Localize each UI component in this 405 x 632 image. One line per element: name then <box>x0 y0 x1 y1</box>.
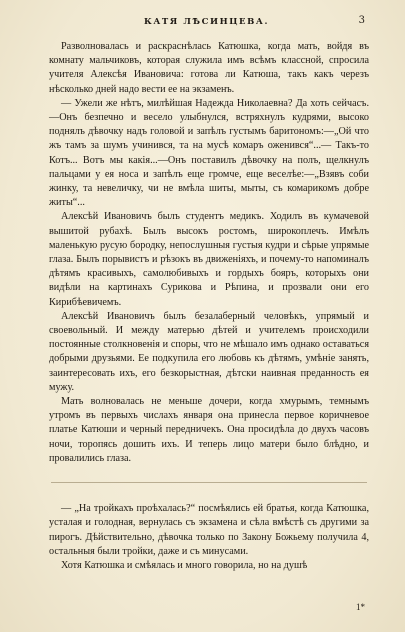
page-number: 3 <box>358 15 365 26</box>
paragraph: — „На тройкахъ проѣхалась?“ посмѣялись ей братья, когда Катюшка, усталая и голодная, вернулась съ экзамена и сѣла вмѣстѣ съ другими за пирогъ. Дѣйствительно, дѣвочка только по Закону Божьему получила 4, остальныя были тройки, даже и съ минусами. <box>49 503 369 557</box>
paragraph: — Ужели же нѣтъ, милѣйшая Надежда Николаевна? Да хоть сейчасъ.—Онъ безпечно и весело улыбнулся, встряхнулъ кудрями, высоко поднялъ дѣвочку надъ головой и запѣлъ густымъ баритономъ:—„Ой что жъ тамъ за шумъ учинився, та на мусѣ комаръ оженився“...— Такъ-то Котъ... Вотъ мы какія...—Онъ поставилъ дѣвочку на полъ, щелкнулъ пальцами у ея носа и запѣлъ еще громче, еще веселѣе:—„Взявъ соби жинку, та невеличку, чи не вмѣла шиты, мыты, съ комарикомъ добре житы“... <box>49 97 369 209</box>
printer-signature-mark: 1* <box>356 602 365 612</box>
running-head: КАТЯ ЛѢСИНЦЕВА. <box>143 17 270 27</box>
section-divider <box>49 466 369 502</box>
paragraph: Алексѣй Ивановичъ былъ студентъ медикъ. Ходилъ въ кумачевой вышитой рубахѣ. Былъ высокъ ростомъ, широкоплечъ. Имѣлъ маленькую русую бородку, непослушныя густыя кудри и сѣрые упрямые глаза. Былъ порывистъ и рѣзокъ въ движеніяхъ, и почему-то напоминалъ дѣтямъ красивыхъ, самолюбивыхъ и гордыхъ бояръ, которыхъ они видѣли на картинахъ Сурикова и Рѣпина, и прозвали они его Кирибѣевичемъ. <box>49 211 369 308</box>
page-header <box>48 14 365 30</box>
paragraph: Хотя Катюшка и смѣялась и много говорила, но на душѣ <box>61 559 308 571</box>
page-body <box>49 40 369 573</box>
paragraph: Разволновалась и раскраснѣлась Катюшка, когда мать, войдя въ комнату мальчиковъ, которая служила имъ всѣмъ классной, спросила учителя Алексѣя Ивановича: готова ли Катюша, такъ какъ черезъ нѣсколько дней надо вести ее на экзаменъ. <box>49 41 369 95</box>
paragraph: Алексѣй Ивановичъ былъ безалаберный человѣкъ, упрямый и своевольный. И между матерью дѣтей и учителемъ происходили постоянные столкновенія и споры, что не мѣшало имъ однако оставаться добрыми друзьями. Ее подкупила его любовь къ дѣтямъ, умѣніе занять, заинтересовать ихъ, его безкорыстная, дѣтски наивная преданность ея мужу. <box>49 310 369 393</box>
paragraph: Мать волновалась не меньше дочери, когда хмурымъ, темнымъ утромъ въ первыхъ числахъ января она принесла первое коричневое платье Катюши и черный передничекъ. Она просидѣла до двухъ часовъ ночи, торопясь дошить ихъ. И теперь лицо матери было блѣдно, и провалились глаза. <box>49 396 369 464</box>
